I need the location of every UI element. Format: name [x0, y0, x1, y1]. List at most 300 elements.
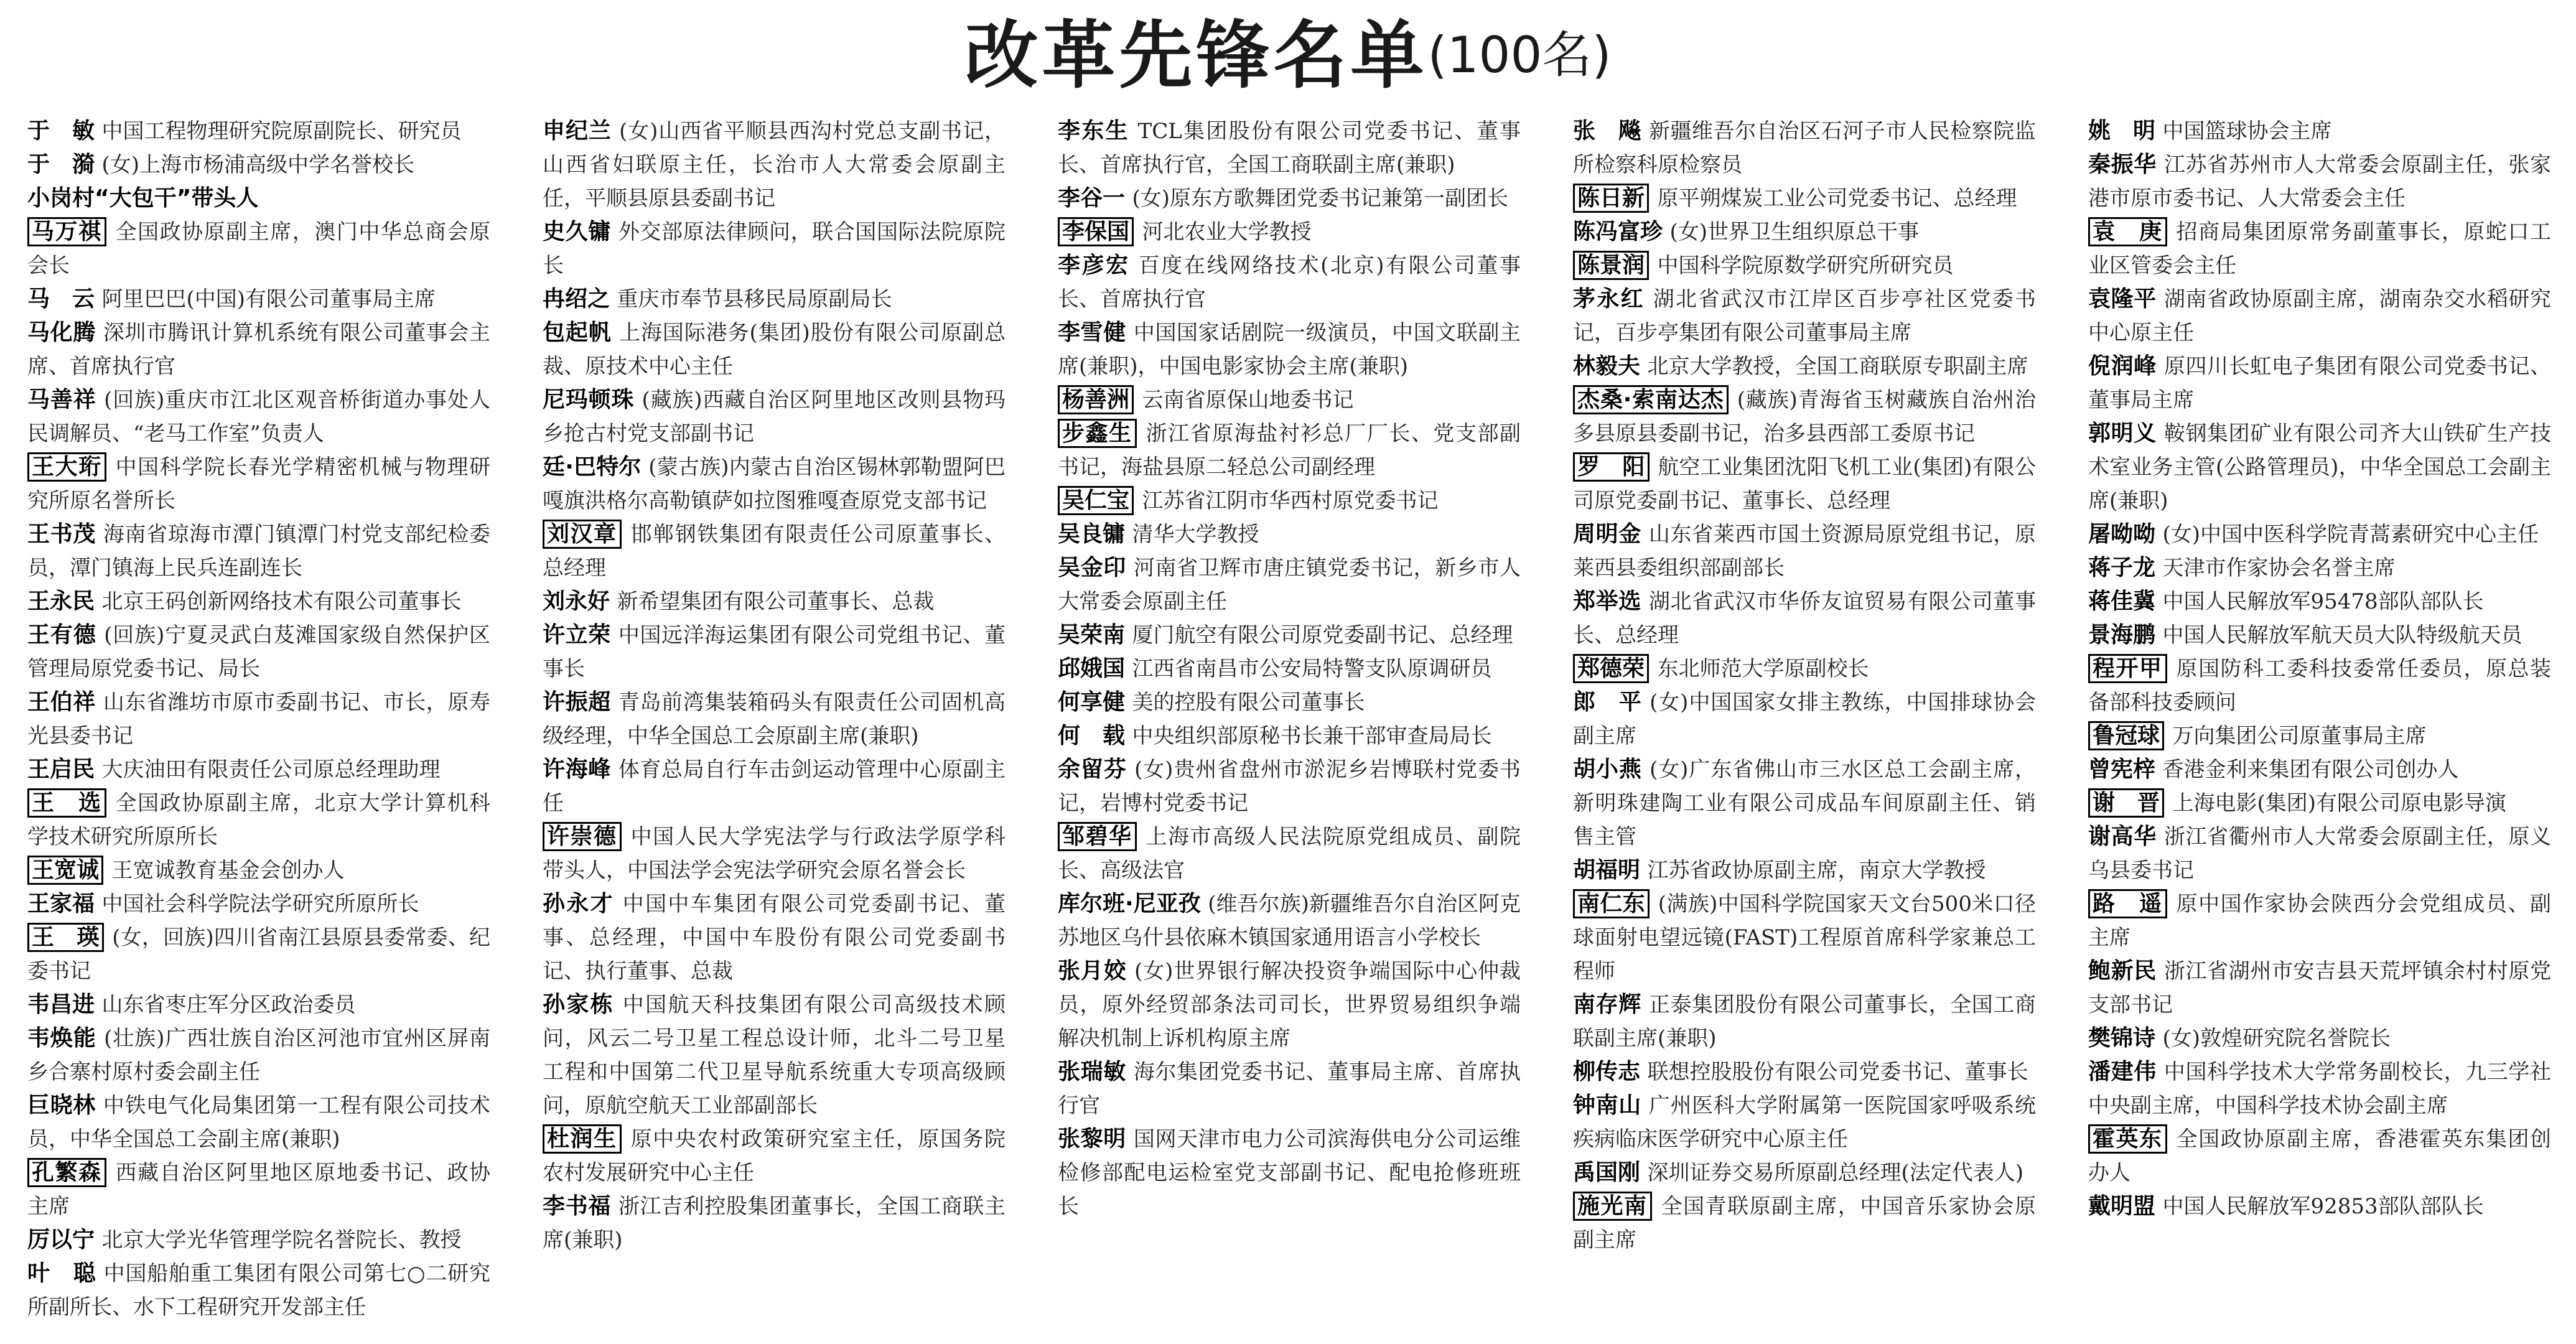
person-name: 邱娥国 [1058, 656, 1126, 681]
person-description: 中国人民解放军92853部队部队长 [2162, 1194, 2484, 1219]
person-description: (回族)宁夏灵武白芨滩国家级自然保护区管理局原党委书记、局长 [27, 623, 490, 681]
person-description: 国网天津市电力公司滨海供电分公司运维检修部配电运检室党支部副书记、配电抢修班班长 [1058, 1127, 1521, 1219]
person-description: 原四川长虹电子集团有限公司党委书记、董事局主席 [2088, 354, 2551, 413]
person-description: 江西省南昌市公安局特警支队原调研员 [1132, 656, 1492, 681]
list-item [1058, 1055, 1521, 1122]
list-item [543, 282, 1006, 316]
person-name: 马万祺 [27, 217, 106, 246]
person-name: 南仁东 [1573, 889, 1650, 918]
person-description: 全国政协原副主席，澳门中华总商会原会长 [27, 220, 490, 278]
person-description: 北京王码创新网络技术有限公司董事长 [101, 589, 462, 614]
list-item [543, 988, 1006, 1122]
person-name: 禹国刚 [1573, 1160, 1641, 1185]
person-description: (女)世界银行解决投资争端国际中心仲裁员，原外经贸部条法司司长，世界贸易组织争端解决机制上诉机构原主席 [1058, 959, 1521, 1051]
person-description: (藏族)西藏自治区阿里地区改则县物玛乡抢古村党支部副书记 [543, 388, 1006, 446]
person-name: 王书茂 [27, 521, 96, 547]
person-name: 冉绍之 [543, 286, 610, 312]
list-item [2088, 618, 2551, 652]
person-name: 申纪兰 [543, 118, 612, 144]
person-description: 山东省莱西市国土资源局原党组书记，原莱西县委组织部副部长 [1573, 522, 2036, 581]
list-item [543, 215, 1006, 282]
person-description: 东北师范大学原副校长 [1657, 656, 1869, 681]
person-name: 王有德 [27, 622, 96, 648]
person-name: 柳传志 [1573, 1059, 1641, 1085]
person-description: 中铁电气化局集团第一工程有限公司技术员，中华全国总工会副主席(兼职) [27, 1093, 490, 1152]
person-name: 余留芬 [1058, 757, 1127, 782]
list-item [27, 215, 490, 282]
person-name: 潘建伟 [2088, 1059, 2157, 1085]
person-name: 李保国 [1058, 217, 1134, 246]
person-name: 马化腾 [27, 320, 96, 345]
list-item [1058, 618, 1521, 652]
person-name: 尼玛顿珠 [543, 387, 635, 413]
person-name: 小岗村“大包干”带头人 [27, 185, 259, 211]
person-description: TCL集团股份有限公司党委书记、董事长、首席执行官，全国工商联副主席(兼职) [1058, 119, 1521, 177]
person-description: (壮族)广西壮族自治区河池市宜州区屏南乡合寨村原村委会副主任 [27, 1026, 490, 1085]
person-name: 许海峰 [543, 757, 611, 782]
person-description: 山东省潍坊市原市委副书记、市长，原寿光县委书记 [27, 690, 490, 749]
list-item [2088, 1122, 2551, 1190]
list-item [1058, 954, 1521, 1055]
person-description: (女)山西省平顺县西沟村党总支副书记，山西省妇联原主任，长治市人大常委会原副主任，平顺县原县委副书记 [543, 119, 1006, 211]
person-name: 孙永才 [543, 891, 614, 917]
list-item [1058, 686, 1521, 719]
person-name: 李谷一 [1058, 185, 1126, 211]
person-name: 王永民 [27, 589, 95, 614]
list-item [2088, 518, 2551, 551]
person-name: 郭明义 [2088, 421, 2157, 446]
list-item [27, 786, 490, 854]
list-item [2088, 1022, 2551, 1055]
list-item [543, 114, 1006, 215]
person-name: 王 瑛 [27, 923, 104, 952]
list-item [1058, 518, 1521, 551]
person-name: 路 遥 [2088, 889, 2167, 918]
person-name: 戴明盟 [2088, 1193, 2156, 1219]
person-description: 浙江省衢州市人大常委会原副主任，原义乌县委书记 [2088, 824, 2551, 883]
person-description: 联想控股股份有限公司党委书记、董事长 [1647, 1060, 2028, 1085]
person-name: 巨晓林 [27, 1093, 96, 1118]
person-description: (蒙古族)内蒙古自治区锡林郭勒盟阿巴嘎旗洪格尔高勒镇萨如拉图雅嘎查原党支部书记 [543, 455, 1006, 513]
list-item [27, 686, 490, 753]
list-item [2088, 350, 2551, 417]
person-name: 步鑫生 [1058, 419, 1137, 448]
person-description: 江苏省苏州市人大常委会原副主任，张家港市原市委书记、人大常委会主任 [2088, 152, 2551, 211]
person-name: 张瑞敏 [1058, 1059, 1126, 1085]
list-item [1573, 450, 2036, 518]
list-item [1573, 652, 2036, 686]
list-item [543, 1190, 1006, 1257]
person-description: 美的控股有限公司董事长 [1132, 690, 1365, 715]
person-name: 倪润峰 [2088, 353, 2157, 379]
person-name: 叶 聪 [27, 1261, 96, 1286]
person-description: 青岛前湾集装箱码头有限责任公司固机高级经理，中华全国总工会原副主席(兼职) [543, 690, 1006, 749]
person-name: 屠呦呦 [2088, 521, 2156, 547]
list-item [27, 585, 490, 618]
person-name: 陈日新 [1573, 184, 1649, 213]
person-name: 鲍新民 [2088, 958, 2157, 984]
person-name: 王 选 [27, 788, 106, 818]
person-description: 体育总局自行车击剑运动管理中心原副主任 [543, 757, 1006, 816]
person-description: 新希望集团有限公司董事长、总裁 [617, 589, 935, 614]
column-3 [1058, 114, 1521, 1340]
person-description: 北京大学教授，全国工商联原专职副主席 [1647, 354, 2028, 379]
person-name: 王宽诚 [27, 856, 103, 885]
person-name: 胡小燕 [1573, 757, 1642, 782]
list-item [1573, 215, 2036, 249]
person-name: 郑举选 [1573, 589, 1641, 614]
list-item [1573, 518, 2036, 585]
list-item [1058, 114, 1521, 182]
person-name: 李东生 [1058, 118, 1129, 144]
person-description: 阿里巴巴(中国)有限公司董事局主席 [101, 287, 436, 312]
person-description: 正泰集团股份有限公司董事长，全国工商联副主席(兼职) [1573, 992, 2036, 1051]
person-description: 上海电影(集团)有限公司原电影导演 [2172, 791, 2506, 816]
person-description: 深圳证券交易所原副总经理(法定代表人) [1647, 1160, 2023, 1185]
list-item [2088, 820, 2551, 887]
title-main: 改革先锋名单 [964, 12, 1428, 98]
person-description: 海南省琼海市潭门镇潭门村党支部纪检委员，潭门镇海上民兵连副连长 [27, 522, 490, 581]
list-item [543, 753, 1006, 820]
person-name: 廷·巴特尔 [543, 454, 642, 480]
person-description: 中国社会科学院法学研究所原所长 [101, 892, 419, 917]
person-description: 河南省卫辉市唐庄镇党委书记，新乡市人大常委会原副主任 [1058, 556, 1521, 614]
person-description: 中国国家话剧院一级演员，中国文联副主席(兼职)，中国电影家协会主席(兼职) [1058, 320, 1521, 379]
person-description: 深圳市腾讯计算机系统有限公司董事会主席、首席执行官 [27, 320, 490, 379]
person-name: 罗 阳 [1573, 452, 1650, 482]
person-name: 于 敏 [27, 118, 95, 144]
list-item [543, 1122, 1006, 1190]
person-description: 中国人民大学宪法学与行政法学原学科带头人，中国法学会宪法学研究会原名誉会长 [543, 824, 1006, 883]
list-item [1573, 854, 2036, 887]
person-description: (回族)重庆市江北区观音桥街道办事处人民调解员、“老马工作室”负责人 [27, 388, 490, 446]
list-item [27, 383, 490, 450]
list-item [2088, 215, 2551, 282]
list-item [543, 585, 1006, 618]
person-name: 张黎明 [1058, 1126, 1126, 1152]
person-name: 吴荣南 [1058, 622, 1126, 648]
person-description: 中国科学技术大学常务副校长，九三学社中央副主席，中国科学技术协会副主席 [2088, 1060, 2551, 1118]
person-description: (女)广东省佛山市三水区总工会副主席，新明珠建陶工业有限公司成品车间原副主任、销售主管 [1573, 757, 2036, 849]
person-description: 厦门航空有限公司原党委副书记、总经理 [1132, 623, 1513, 648]
person-description: 上海市高级人民法院原党组成员、副院长、高级法官 [1058, 824, 1521, 883]
column-4 [1573, 114, 2036, 1340]
person-name: 史久镛 [543, 219, 611, 245]
person-name: 杨善洲 [1058, 385, 1134, 414]
person-name: 胡福明 [1573, 857, 1641, 883]
person-name: 钟南山 [1573, 1093, 1641, 1118]
person-description: 原中央农村政策研究室主任，原国务院农村发展研究中心主任 [543, 1127, 1006, 1185]
person-description: 湖北省武汉市华侨友谊贸易有限公司董事长、总经理 [1573, 589, 2036, 648]
list-item [1058, 1122, 1521, 1223]
person-description: 中国科学院长春光学精密机械与物理研究所原名誉所长 [27, 455, 490, 513]
person-name: 林毅夫 [1573, 353, 1641, 379]
list-item [1058, 182, 1521, 215]
person-name: 李雪健 [1058, 320, 1126, 345]
list-item [1573, 350, 2036, 383]
person-name: 许立荣 [543, 622, 611, 648]
list-item [1573, 1055, 2036, 1089]
person-name: 韦焕能 [27, 1025, 96, 1051]
list-item [543, 618, 1006, 686]
person-name: 郑德荣 [1573, 654, 1649, 683]
list-item [1573, 182, 2036, 215]
list-item [1573, 585, 2036, 652]
list-item [1573, 383, 2036, 450]
list-item [27, 316, 490, 383]
person-name: 陈冯富珍 [1573, 219, 1663, 245]
person-name: 库尔班·尼亚孜 [1058, 891, 1201, 917]
person-name: 刘汉章 [543, 520, 622, 549]
person-name: 施光南 [1573, 1192, 1652, 1221]
person-description: 重庆市奉节县移民局原副局长 [617, 287, 892, 312]
list-item [1573, 1089, 2036, 1156]
person-name: 李书福 [543, 1193, 611, 1219]
person-name: 何 载 [1058, 723, 1126, 749]
person-description: (藏族)青海省玉树藏族自治州治多县原县委副书记，治多县西部工委原书记 [1573, 388, 2036, 446]
list-item [2088, 417, 2551, 518]
person-description: 天津市作家协会名誉主席 [2162, 556, 2396, 581]
title-count: (100名) [1427, 26, 1612, 84]
person-description: 外交部原法律顾问，联合国国际法院原院长 [543, 220, 1006, 278]
person-description: (满族)中国科学院国家天文台500米口径球面射电望远镜(FAST)工程原首席科学家兼总工程师 [1573, 892, 2036, 984]
list-item [1058, 652, 1521, 686]
person-description: (女)原东方歌舞团党委书记兼第一副团长 [1132, 186, 1508, 211]
person-description: 鞍钢集团矿业有限公司齐大山铁矿生产技术室业务主管(公路管理员)，中华全国总工会副主席(兼职) [2088, 421, 2551, 513]
list-item [1573, 988, 2036, 1055]
person-description: 中国远洋海运集团有限公司党组书记、董事长 [543, 623, 1006, 681]
person-description: 全国政协原副主席，北京大学计算机科学技术研究所原所长 [27, 791, 490, 849]
person-description: 招商局集团原常务副董事长，原蛇口工业区管委会主任 [2088, 220, 2551, 278]
person-name: 陈景润 [1573, 251, 1649, 280]
list-item [1058, 383, 1521, 417]
person-description: 万向集团公司原董事局主席 [2172, 724, 2427, 749]
list-item [1573, 753, 2036, 854]
person-name: 茅永红 [1573, 286, 1645, 312]
person-description: (女)中国国家女排主教练，中国排球协会副主席 [1573, 690, 2036, 749]
list-item [27, 921, 490, 988]
list-item [27, 114, 490, 148]
person-name: 邹碧华 [1058, 822, 1137, 851]
person-name: 蒋佳冀 [2088, 589, 2156, 614]
list-item [1573, 1156, 2036, 1190]
list-item [1058, 551, 1521, 618]
list-item [27, 518, 490, 585]
person-name: 何享健 [1058, 689, 1126, 715]
person-name: 孔繁森 [27, 1158, 106, 1187]
list-item [27, 1257, 490, 1324]
list-item [1058, 215, 1521, 249]
person-name: 许崇德 [543, 822, 622, 851]
person-name: 于 漪 [27, 152, 95, 177]
list-item [2088, 753, 2551, 786]
column-2 [543, 114, 1006, 1340]
list-item [27, 1223, 490, 1257]
list-item [27, 618, 490, 686]
person-name: 韦昌进 [27, 992, 95, 1017]
person-description: 江苏省江阴市华西村原党委书记 [1142, 488, 1439, 513]
person-name: 张 飚 [1573, 118, 1641, 144]
list-item [543, 383, 1006, 450]
person-name: 马 云 [27, 286, 95, 312]
list-item [27, 1089, 490, 1156]
person-description: 浙江省原海盐衬衫总厂厂长、党支部副书记，海盐县原二轻总公司副经理 [1058, 421, 1521, 480]
person-description: 西藏自治区阿里地区原地委书记、政协主席 [27, 1160, 490, 1219]
person-description: 中国工程物理研究院原副院长、研究员 [101, 119, 462, 144]
person-name: 王大珩 [27, 452, 106, 482]
person-name: 许振超 [543, 689, 611, 715]
list-item [2088, 719, 2551, 753]
list-item [2088, 551, 2551, 585]
person-description: 王宽诚教育基金会创办人 [111, 858, 345, 883]
list-item [27, 1156, 490, 1223]
person-description: 中国科学院原数学研究所研究员 [1657, 253, 1954, 278]
person-name: 王启民 [27, 757, 95, 782]
list-item [1058, 484, 1521, 518]
list-item [27, 1022, 490, 1089]
person-description: 北京大学光华管理学院名誉院长、教授 [101, 1228, 462, 1253]
person-description: 上海国际港务(集团)股份有限公司原副总裁、原技术中心主任 [543, 320, 1006, 379]
list-item [2088, 1190, 2551, 1223]
person-description: 全国政协原副主席，香港霍英东集团创办人 [2088, 1127, 2551, 1185]
list-item [27, 887, 490, 921]
person-name: 霍英东 [2088, 1124, 2167, 1154]
list-item [1573, 114, 2036, 182]
person-description: 全国青联原副主席，中国音乐家协会原副主席 [1573, 1194, 2036, 1253]
person-name: 刘永好 [543, 589, 610, 614]
list-item [543, 686, 1006, 753]
person-name: 景海鹏 [2088, 622, 2156, 648]
person-description: 中国人民解放军95478部队部队长 [2162, 589, 2484, 614]
person-description: 原国防科工委科技委常任委员，原总装备部科技委顾问 [2088, 656, 2551, 715]
list-item [1573, 1190, 2036, 1257]
person-description: (女)贵州省盘州市淤泥乡岩博联村党委书记，岩博村党委书记 [1058, 757, 1521, 816]
person-name: 吴金印 [1058, 555, 1126, 581]
person-description: (女)上海市杨浦高级中学名誉校长 [101, 152, 414, 177]
list-item [2088, 282, 2551, 350]
list-item [27, 182, 490, 215]
list-item [1058, 316, 1521, 383]
person-description: 湖北省武汉市江岸区百步亭社区党委书记，百步亭集团有限公司董事局主席 [1573, 287, 2036, 345]
person-name: 谢 晋 [2088, 788, 2164, 818]
list-item [2088, 1055, 2551, 1122]
column-5 [2088, 114, 2551, 1340]
person-description: 云南省原保山地委书记 [1142, 388, 1354, 413]
person-name: 鲁冠球 [2088, 721, 2164, 750]
list-item [1058, 820, 1521, 887]
person-description: 原中国作家协会陕西分会党组成员、副主席 [2088, 892, 2551, 950]
list-item [1573, 887, 2036, 988]
person-description: 邯郸钢铁集团有限责任公司原董事长、总经理 [543, 522, 1006, 581]
list-item [1573, 686, 2036, 753]
person-name: 王伯祥 [27, 689, 96, 715]
person-name: 秦振华 [2088, 152, 2157, 177]
person-description: 山东省枣庄军分区政治委员 [101, 992, 356, 1017]
list-item [2088, 954, 2551, 1022]
person-name: 周明金 [1573, 521, 1641, 547]
person-description: 河北农业大学教授 [1142, 220, 1312, 245]
list-item [543, 316, 1006, 383]
person-description: 航空工业集团沈阳飞机工业(集团)有限公司原党委副书记、董事长、总经理 [1573, 455, 2036, 513]
person-description: 香港金利来集团有限公司创办人 [2162, 757, 2459, 782]
person-description: (维吾尔族)新疆维吾尔自治区阿克苏地区乌什县依麻木镇国家通用语言小学校长 [1058, 892, 1521, 950]
person-name: 樊锦诗 [2088, 1025, 2156, 1051]
person-name: 姚 明 [2088, 118, 2156, 144]
person-name: 张月姣 [1058, 958, 1127, 984]
person-description: (女，回族)四川省南江县原县委常委、纪委书记 [27, 925, 490, 984]
person-description: 中国航天科技集团有限公司高级技术顾问，风云二号卫星工程总设计师，北斗二号卫星工程和中国第二代卫星导航系统重大专项高级顾问，原航空航天工业部副部长 [543, 992, 1006, 1118]
list-item [1058, 719, 1521, 753]
list-item [27, 854, 490, 887]
list-item [1573, 282, 2036, 350]
list-item [2088, 585, 2551, 618]
person-description: (女)中国中医科学院青蒿素研究中心主任 [2162, 522, 2539, 547]
list-item [2088, 114, 2551, 148]
list-item [1058, 753, 1521, 820]
person-description: 广州医科大学附属第一医院国家呼吸系统疾病临床医学研究中心原主任 [1573, 1093, 2036, 1152]
list-item [27, 282, 490, 316]
person-name: 厉以宁 [27, 1227, 95, 1253]
list-item [1058, 249, 1521, 316]
person-description: 江苏省政协原副主席，南京大学教授 [1647, 858, 1986, 883]
list-item [543, 518, 1006, 585]
person-description: (女)世界卫生组织原总干事 [1669, 220, 1919, 245]
person-name: 王家福 [27, 891, 95, 917]
person-name: 马善祥 [27, 387, 96, 413]
list-item [27, 988, 490, 1022]
person-description: 浙江省湖州市安吉县天荒坪镇余村村原党支部书记 [2088, 959, 2551, 1017]
person-description: 百度在线网络技术(北京)有限公司董事长、首席执行官 [1058, 253, 1521, 312]
person-name: 杰桑·索南达杰 [1573, 385, 1729, 414]
person-description: 中国船舶重工集团有限公司第七○二研究所副所长、水下工程研究开发部主任 [27, 1261, 490, 1320]
list-item [27, 148, 490, 182]
column-1 [27, 114, 490, 1340]
name-list-columns [27, 114, 2551, 1340]
list-item [2088, 652, 2551, 719]
person-description: 中国篮球协会主席 [2162, 119, 2332, 144]
person-description: 中国中车集团有限公司党委副书记、董事、总经理，中国中车股份有限公司党委副书记、执行董事、总裁 [543, 892, 1006, 984]
list-item [543, 887, 1006, 988]
person-description: (女)敦煌研究院名誉院长 [2162, 1026, 2391, 1051]
person-description: 新疆维吾尔自治区石河子市人民检察院监所检察科原检察员 [1573, 119, 2036, 177]
list-item [1573, 249, 2036, 282]
person-name: 南存辉 [1573, 992, 1641, 1017]
person-name: 杜润生 [543, 1124, 622, 1154]
person-name: 郎 平 [1573, 689, 1642, 715]
list-item [2088, 786, 2551, 820]
person-name: 包起帆 [543, 320, 612, 345]
person-description: 清华大学教授 [1132, 522, 1259, 547]
person-name: 袁隆平 [2088, 286, 2157, 312]
person-name: 程开甲 [2088, 654, 2167, 683]
person-name: 吴仁宝 [1058, 486, 1134, 515]
list-item [2088, 887, 2551, 954]
list-item [27, 753, 490, 786]
list-item [1058, 887, 1521, 954]
person-name: 曾宪梓 [2088, 757, 2156, 782]
list-item [543, 450, 1006, 518]
person-description: 中央组织部原秘书长兼干部审查局局长 [1132, 724, 1492, 749]
person-description: 湖南省政协原副主席，湖南杂交水稻研究中心原主任 [2088, 287, 2551, 345]
person-name: 吴良镛 [1058, 521, 1126, 547]
person-description: 浙江吉利控股集团董事长，全国工商联主席(兼职) [543, 1194, 1006, 1253]
person-description: 原平朔煤炭工业公司党委书记、总经理 [1657, 186, 2017, 211]
person-description: 海尔集团党委书记、董事局主席、首席执行官 [1058, 1060, 1521, 1118]
person-description: 中国人民解放军航天员大队特级航天员 [2162, 623, 2522, 648]
list-item [27, 450, 490, 518]
person-name: 李彦宏 [1058, 253, 1130, 278]
page-title [0, 9, 2576, 102]
